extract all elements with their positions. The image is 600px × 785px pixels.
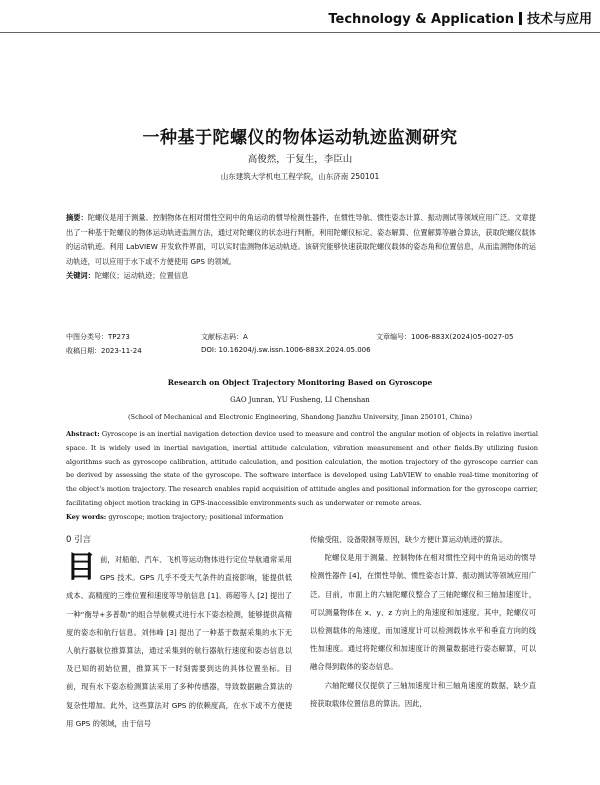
intro-paragraph-1-cont: 传输受阻、设备限制等原因，缺少方便计算运动轨迹的算法。	[310, 535, 508, 544]
abstract-cn	[66, 211, 536, 284]
affiliation: 山东建筑大学机电工程学院，山东济南 250101	[220, 172, 380, 181]
abstract-en-text: Gyroscope is an inertial navigation detection device used to measure and control the angular motion of objects in relative inertial space. It is widely used in inertial navigation, inertial attitude calculation, vibration measurement and other fields.By utilizing fusion algorithms such as gyroscope calibration, attitude calculation, and position calculation, the motion trajectory of the gyroscope carrier can be derived by assessing the state of the gyroscope. The software interface is developed using LabVIEW to enable real-time monitoring of the object's motion trajectory. The research enables rapid acquisition of attitude angles and positional information for the gyroscope carrier, facilitating object motion tracking in GPS-inaccessible environments such as underwater or remote areas.	[66, 430, 538, 507]
body-column-left	[66, 531, 292, 733]
abstract-en-label: Abstract:	[66, 430, 100, 438]
intro-paragraph-1-text: 前，对船舶、汽车、飞机等运动物体进行定位导航通常采用 GPS 技术。GPS 几乎不受天气条件的直接影响，能提供低成本、高精度的三维位置和速度等导航信息 [1]。蒋超等人 [2] 提出了一种“衡导+多普勒”的组合导航模式进行水下姿态检测，能够提供高精度的姿态和航行信息。刘伟峰 [3] 提出了一种基于数据采集的水下无人航行器航位推算算法，通过采集到的航行器航行速度和姿态信息以及已知的初始位置，推算其下一时刻需要到达的具体位置坐标。目前，现有水下姿态检测算法采用了多种传感器，导致数据融合算法的复杂性增加。此外，这些算法对 GPS 的依赖度高，在水下或不方便使用 GPS 的领域，由于信号	[66, 555, 292, 728]
document-code: 文献标志码：A	[201, 333, 248, 341]
authors: 高俊然，于复生，李臣山	[247, 154, 353, 165]
journal-name-cn: 技术与应用	[526, 12, 592, 27]
abstract-cn-label: 摘要：	[66, 213, 88, 222]
abstract-en	[66, 428, 538, 525]
keywords-cn-text: 陀螺仪；运动轨迹；位置信息	[94, 271, 189, 281]
header-separator	[519, 12, 522, 25]
english-affiliation: (School of Mechanical and Electronic Engineering, Shandong Jianzhu University, Jinan 250101, China)	[127, 413, 473, 421]
keywords-en-label: Key words:	[66, 512, 107, 521]
drop-cap: 目	[66, 550, 96, 585]
abstract-cn-text: 陀螺仪是用于测量、控制物体在相对惯性空间中的角运动的惯导检测性器件，在惯性导航、惯性姿态计算、振动测试等领域应用广泛。文章提出了一种基于陀螺仪的物体运动轨迹监测方法，通过对陀螺仪的状态进行判断，利用陀螺仪标定、姿态解算、位置解算等融合算法，获取陀螺仪载体的运动轨迹。利用 LabVIEW 开发软件界面，可以实时监测物体运动轨迹。该研究能够快速获取陀螺仪载体的姿态角和位置信息，从而监测物体的运动轨迹，可以应用于水下或不方便使用 GPS 的领域。	[66, 213, 536, 266]
intro-paragraph-1	[66, 551, 292, 733]
received-date: 收稿日期：2023-11-24	[66, 347, 142, 355]
clc-number: 中图分类号：TP273	[66, 333, 130, 341]
keywords-cn-label: 关键词：	[66, 271, 95, 281]
article-number: 文章编号：1006-883X(2024)05-0027-05	[376, 333, 514, 341]
paper-title: 一种基于陀螺仪的物体运动轨迹监测研究	[142, 128, 458, 148]
section-heading: 0 引言	[66, 535, 92, 545]
english-title: Research on Object Trajectory Monitoring Based on Gyroscope	[167, 378, 433, 387]
journal-header	[328, 8, 592, 27]
header-rule	[0, 32, 600, 33]
journal-name-en: Technology & Application	[328, 12, 514, 27]
body-column-right	[310, 531, 536, 713]
english-authors: GAO Junran, YU Fusheng, LI Chenshan	[230, 396, 370, 404]
intro-paragraph-2: 陀螺仪是用于测量、控制物体在相对惯性空间中的角运动的惯导检测性器件 [4]，在惯性导航、惯性姿态计算、振动测试等领域应用广泛。目前，市面上的六轴陀螺仪整合了三轴陀螺仪和三轴加速度计，可以测量物体在 x、y、z 方向上的角速度和加速度。其中，陀螺仪可以检测载体的角速度，而加速度计可以检测载体水平和垂直方向的线性加速度。通过将陀螺仪和加速度计的测量数据进行姿态解算，可以融合得到载体的姿态信息。	[310, 553, 536, 672]
doi: DOI: 10.16204/j.sw.issn.1006-883X.2024.05.006	[201, 346, 371, 354]
keywords-en-text: gyroscope; motion trajectory; positional information	[108, 512, 284, 521]
intro-paragraph-3: 六轴陀螺仪仅提供了三轴加速度计和三轴角速度的数据，缺少直接获取载体位置信息的算法。因此，	[310, 680, 536, 708]
